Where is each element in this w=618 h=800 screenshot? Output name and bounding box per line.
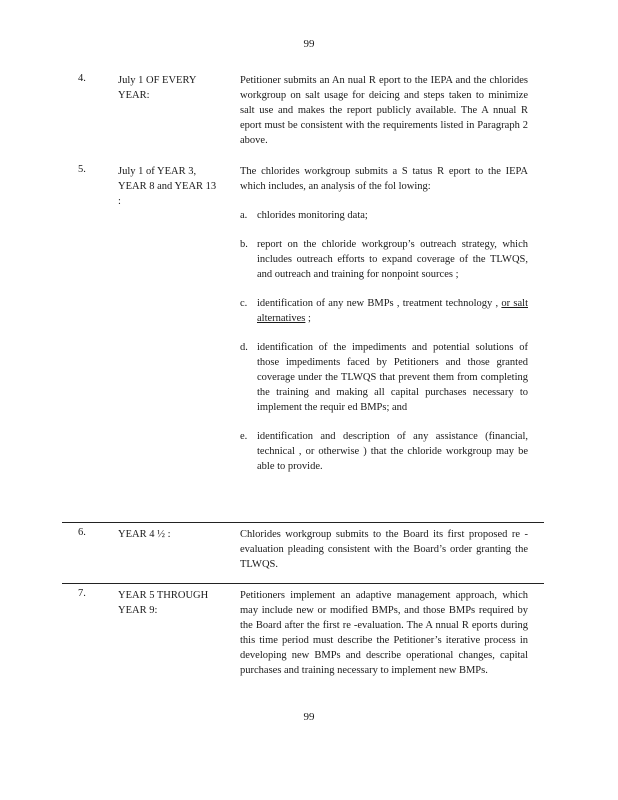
item-label: c. — [240, 298, 248, 309]
item-text: identification and description of any assistance (financial, technical , or otherwise ) that the chloride workgroup may be able to provide. — [257, 431, 528, 472]
row-number: 5. — [78, 164, 86, 175]
item-text: report on the chloride workgroup’s outreach strategy, which includes outreach efforts to expand coverage of the TLWQS, and outreach and training for nonpoint sources ; — [257, 239, 528, 280]
page-number-bottom: 99 — [303, 711, 315, 723]
list-item — [240, 237, 528, 282]
row-description: Chlorides workgroup submits to the Board its first proposed re -evaluation pleading consistent with the Board’s order granting the TLWQS. — [240, 529, 528, 570]
page-number-top: 99 — [303, 38, 315, 50]
row-date: July 1 OF EVERY YEAR: — [118, 75, 197, 101]
row-date: July 1 of YEAR 3, YEAR 8 and YEAR 13 : — [118, 166, 217, 207]
list-item — [240, 208, 528, 223]
row-description — [240, 164, 528, 474]
row-number: 7. — [78, 588, 86, 599]
list-item — [240, 340, 528, 415]
row-date: YEAR 4 ½ : — [118, 529, 171, 540]
item-text: identification of any new BMPs , treatment technology , — [257, 298, 502, 309]
row-description: Petitioner submits an An nual R eport to the IEPA and the chlorides workgroup on salt usage for deicing and steps taken to minimize salt use and makes the report publicly available. The A nnual R eport must be consistent with the requirements listed in Paragraph 2 above. — [240, 75, 528, 146]
item-label: e. — [240, 431, 248, 442]
list-item — [240, 296, 528, 326]
item-text-end: ; — [305, 313, 311, 324]
row-description: Petitioners implement an adaptive management approach, which may include new or modified BMPs, and those BMPs required by the Board after the first re -evaluation. The A nnual R eports during this time period must describe the Petitioner’s iterative process in developing new BMPs and describe operational changes, capital purchases and training necessary to implement new BMPs. — [240, 590, 528, 676]
item-label: d. — [240, 342, 248, 353]
row-divider — [62, 522, 544, 523]
item-text-underlined: or salt alternatives — [257, 298, 528, 324]
row-date: YEAR 5 THROUGH YEAR 9: — [118, 590, 209, 616]
row-number: 6. — [78, 527, 86, 538]
item-label: a. — [240, 210, 248, 221]
list-item — [240, 429, 528, 474]
row-number: 4. — [78, 73, 86, 84]
item-text: chlorides monitoring data; — [257, 210, 368, 221]
item-text: identification of the impediments and potential solutions of those impediments faced by Petitioners and those granted coverage under the TLWQS that prevent them from completing the training and making all capital purchases necessary to implement the requir ed BMPs; and — [257, 342, 528, 413]
row-divider — [62, 583, 544, 584]
row-intro: The chlorides workgroup submits a S tatus R eport to the IEPA which includes, an analysis of the fol lowing: — [240, 166, 528, 192]
item-label: b. — [240, 239, 248, 250]
